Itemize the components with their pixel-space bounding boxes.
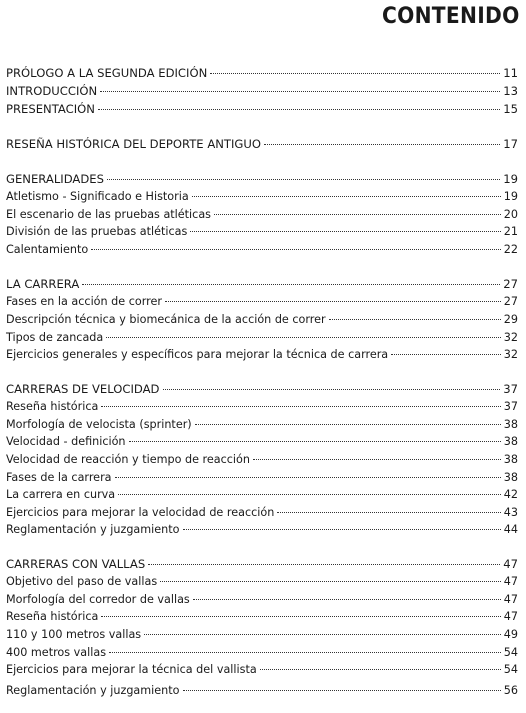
dot-leader: [183, 529, 501, 530]
toc-entry-title: División de las pruebas atléticas: [6, 225, 188, 238]
toc-entry-title: Fases de la carrera: [6, 471, 112, 484]
toc-page-number: 43: [503, 506, 518, 519]
toc-entry-title: Reglamentación y juzgamiento: [6, 523, 180, 536]
dot-leader: [144, 634, 501, 635]
toc-page-number: 44: [503, 523, 518, 536]
toc-page-number: 22: [503, 243, 518, 256]
dot-leader: [253, 459, 501, 460]
dot-leader: [193, 599, 501, 600]
toc-page-number: 21: [503, 225, 518, 238]
toc-entry: [6, 294, 518, 310]
dot-leader: [163, 389, 501, 390]
toc-page-number: 17: [503, 137, 518, 151]
toc-entry-title: PRESENTACIÓN: [6, 102, 95, 116]
toc-section-heading: [6, 65, 518, 81]
toc-page-number: 37: [503, 382, 518, 396]
toc-entry: [6, 627, 518, 643]
toc-section-heading: [6, 101, 518, 117]
toc-entry: [6, 683, 518, 699]
toc-entry: [6, 417, 518, 433]
toc-entry-title: Ejercicios para mejorar la velocidad de reacción: [6, 506, 275, 519]
toc-entry: [6, 645, 518, 661]
toc-entry-title: Morfología de velocista (sprinter): [6, 418, 192, 431]
dot-leader: [190, 231, 500, 232]
toc-page-number: 19: [503, 172, 518, 186]
toc-page-number: 47: [503, 557, 518, 571]
toc-entry-title: Ejercicios para mejorar la técnica del vallista: [6, 663, 257, 676]
dot-leader: [82, 284, 500, 285]
dot-leader: [98, 109, 500, 110]
dot-leader: [192, 196, 501, 197]
toc-entry-title: CARRERAS CON VALLAS: [6, 557, 146, 571]
dot-leader: [264, 144, 500, 145]
toc-entry-title: Ejercicios generales y específicos para mejorar la técnica de carrera: [6, 348, 389, 361]
toc-entry-title: 400 metros vallas: [6, 646, 107, 659]
toc-entry-title: INTRODUCCIÓN: [6, 84, 98, 98]
toc-entry: [6, 207, 518, 223]
toc-page-number: 19: [503, 190, 518, 203]
dot-leader: [391, 354, 501, 355]
toc-entry-title: La carrera en curva: [6, 488, 116, 501]
toc-page-number: 11: [503, 66, 518, 80]
toc-entry-title: LA CARRERA: [6, 277, 80, 291]
dot-leader: [101, 616, 500, 617]
toc-entry: [6, 242, 518, 258]
toc-page-number: 42: [503, 488, 518, 501]
toc-entry: [6, 592, 518, 608]
dot-leader: [160, 581, 501, 582]
toc-entry-title: Calentamiento: [6, 243, 89, 256]
toc-entry: [6, 189, 518, 205]
toc-section-heading: [6, 381, 518, 397]
toc-entry: [6, 347, 518, 363]
toc-entry-title: Tipos de zancada: [6, 331, 104, 344]
toc-entry-title: Morfología del corredor de vallas: [6, 593, 190, 606]
dot-leader: [277, 512, 500, 513]
toc-page-number: 47: [503, 610, 518, 623]
toc-entry-title: CARRERAS DE VELOCIDAD: [6, 382, 160, 396]
toc-page-number: 13: [503, 84, 518, 98]
dot-leader: [148, 564, 500, 565]
toc-page-number: 32: [503, 348, 518, 361]
toc-page-number: 15: [503, 102, 518, 116]
toc-entry-title: Fases en la acción de correr: [6, 295, 162, 308]
toc-section-heading: [6, 276, 518, 292]
toc-entry: [6, 574, 518, 590]
toc-page-number: 32: [503, 331, 518, 344]
toc-entry: [6, 609, 518, 625]
dot-leader: [101, 406, 500, 407]
toc-entry-title: Atletismo - Significado e Historia: [6, 190, 189, 203]
toc-entry: [6, 487, 518, 503]
toc-section-heading: [6, 83, 518, 99]
dot-leader: [165, 301, 501, 302]
toc-entry-title: Reseña histórica: [6, 610, 99, 623]
toc-page-number: 37: [503, 400, 518, 413]
toc-page-number: 29: [503, 313, 518, 326]
toc-page-number: 27: [503, 295, 518, 308]
toc-entry: [6, 662, 518, 678]
toc-page-number: 38: [503, 453, 518, 466]
toc-section-heading: [6, 171, 518, 187]
toc-entry-title: PRÓLOGO A LA SEGUNDA EDICIÓN: [6, 66, 208, 80]
dot-leader: [109, 652, 501, 653]
toc-page-number: 47: [503, 575, 518, 588]
toc-entry-title: GENERALIDADES: [6, 172, 104, 186]
toc-entry-title: Descripción técnica y biomecánica de la acción de correr: [6, 313, 326, 326]
toc-entry: [6, 330, 518, 346]
toc-section-heading: [6, 136, 518, 152]
toc-entry: [6, 224, 518, 240]
toc-entry-title: Objetivo del paso de vallas: [6, 575, 158, 588]
toc-page-number: 27: [503, 277, 518, 291]
toc-entry: [6, 312, 518, 328]
toc-page-number: 38: [503, 471, 518, 484]
page-title: CONTENIDO: [382, 4, 520, 29]
dot-leader: [183, 690, 501, 691]
toc-entry-title: Velocidad de reacción y tiempo de reacción: [6, 453, 250, 466]
dot-leader: [115, 477, 501, 478]
dot-leader: [118, 494, 501, 495]
toc-page-number: 54: [503, 646, 518, 659]
dot-leader: [129, 441, 501, 442]
toc-entry-title: Reseña histórica: [6, 400, 99, 413]
toc-entry: [6, 505, 518, 521]
dot-leader: [329, 319, 501, 320]
toc-page-number: 20: [503, 208, 518, 221]
dot-leader: [107, 179, 500, 180]
toc-page-number: 47: [503, 593, 518, 606]
toc-page-number: 38: [503, 418, 518, 431]
toc-entry-title: 110 y 100 metros vallas: [6, 628, 142, 641]
dot-leader: [91, 249, 501, 250]
toc-page-number: 56: [503, 684, 518, 697]
toc-entry-title: Velocidad - definición: [6, 435, 126, 448]
toc-entry: [6, 434, 518, 450]
toc-entry-title: El escenario de las pruebas atléticas: [6, 208, 212, 221]
toc-entry-title: Reglamentación y juzgamiento: [6, 684, 180, 697]
dot-leader: [210, 73, 500, 74]
dot-leader: [195, 424, 501, 425]
toc-entry: [6, 522, 518, 538]
toc-section-heading: [6, 556, 518, 572]
toc-page-number: 38: [503, 435, 518, 448]
toc-entry-title: RESEÑA HISTÓRICA DEL DEPORTE ANTIGUO: [6, 137, 262, 151]
dot-leader: [260, 669, 501, 670]
dot-leader: [214, 214, 501, 215]
toc-entry: [6, 470, 518, 486]
toc-entry: [6, 452, 518, 468]
dot-leader: [106, 337, 500, 338]
toc-entry: [6, 399, 518, 415]
dot-leader: [100, 91, 500, 92]
toc-page-number: 54: [503, 663, 518, 676]
toc-page-number: 49: [503, 628, 518, 641]
